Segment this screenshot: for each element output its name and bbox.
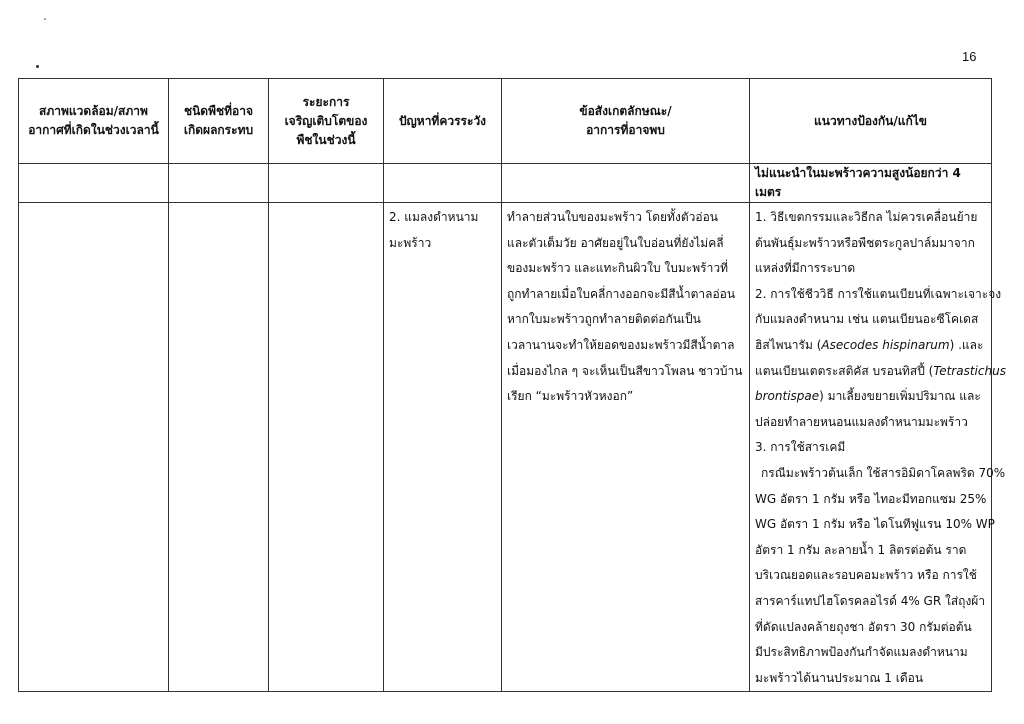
header-environment: สภาพแวดล้อม/สภาพ อากาศที่เกิดในช่วงเวลานี้ xyxy=(19,79,169,164)
cell-empty xyxy=(502,164,750,203)
scan-speck xyxy=(44,18,46,20)
note-cell xyxy=(750,164,992,203)
header-problem: ปัญหาที่ควรระวัง xyxy=(384,79,502,164)
cell-empty xyxy=(269,164,384,203)
scan-speck xyxy=(36,65,39,68)
note-text: ไม่แนะนำในมะพร้าวความสูงน้อยกว่า 4 เมตร xyxy=(755,166,961,199)
header-crop-type: ชนิดพืชที่อาจ เกิดผลกระทบ xyxy=(169,79,269,164)
header-prevention: แนวทางป้องกัน/แก้ไข xyxy=(750,79,992,164)
cell-empty xyxy=(384,164,502,203)
cell-observation: ทำลายส่วนใบของมะพร้าว โดยทั้งตัวอ่อน และตัวเต็มวัย อาศัยอยู่ในใบอ่อนที่ยังไม่คลี่ ของมะพร้าว และแทะกินผิวใบ ใบมะพร้าวที่ ถูกทำลายเมื่อใบคลี่กางออกจะมีสีน้ำตาลอ่อน หากใบมะพร้าวถูกทำลายติดต่อกันเป็น เวลานานจะทำให้ยอดของมะพร้าวมีสีน้ำตาล เมื่อมองไกล ๆ จะเห็นเป็นสีขาวโพลน ชาวบ้าน เรียก “มะพร้าวหัวหงอก” xyxy=(502,203,750,692)
cell-growth-stage xyxy=(269,203,384,692)
guideline-table xyxy=(18,78,1006,692)
header-growth-stage: ระยะการ เจริญเติบโตของ พืชในช่วงนี้ xyxy=(269,79,384,164)
note-row xyxy=(19,164,992,203)
page-number: 16 xyxy=(962,49,977,64)
cell-empty xyxy=(169,164,269,203)
table-row xyxy=(19,203,992,692)
cell-prevention: 1. วิธีเขตกรรมและวิธีกล ไม่ควรเคลื่อนย้าย ต้นพันธุ์มะพร้าวหรือพืชตระกูลปาล์มมาจาก แหล่งที่มีการระบาด 2. การใช้ชีววิธี การใช้แตนเบียนที่เฉพาะเจาะจง กับแมลงดำหนาม เช่น แตนเบียนอะซีโคเดส ฮิสไพนารัม (Asecodes hispinarum) .และ แตนเบียนเตตระสติคัส บรอนทิสปี้ (Tetrastichus brontispae) มาเลี้ยงขยายเพิ่มปริมาณ และ ปล่อยทำลายหนอนแมลงดำหนามมะพร้าว 3. การใช้สารเคมี กรณีมะพร้าวต้นเล็ก ใช้สารอิมิดาโคลพริด 70% WG อัตรา 1 กรัม หรือ ไทอะมีทอกแซม 25% WG อัตรา 1 กรัม หรือ ไดโนทีฟูแรน 10% WP อัตรา 1 กรัม ละลายน้ำ 1 ลิตรต่อต้น ราด บริเวณยอดและรอบคอมะพร้าว หรือ การใช้ สารคาร์แทปไฮโดรคลอไรด์ 4% GR ใส่ถุงผ้า ที่ดัดแปลงคล้ายถุงชา อัตรา 30 กรัมต่อต้น มีประสิทธิภาพป้องกันกำจัดแมลงดำหนาม มะพร้าวได้นานประมาณ 1 เดือน xyxy=(750,203,992,692)
cell-empty xyxy=(19,164,169,203)
header-observation: ข้อสังเกตลักษณะ/ อาการที่อาจพบ xyxy=(502,79,750,164)
header-row xyxy=(19,79,992,164)
cell-environment xyxy=(19,203,169,692)
cell-crop-type xyxy=(169,203,269,692)
cell-problem: 2. แมลงดำหนาม มะพร้าว xyxy=(384,203,502,692)
